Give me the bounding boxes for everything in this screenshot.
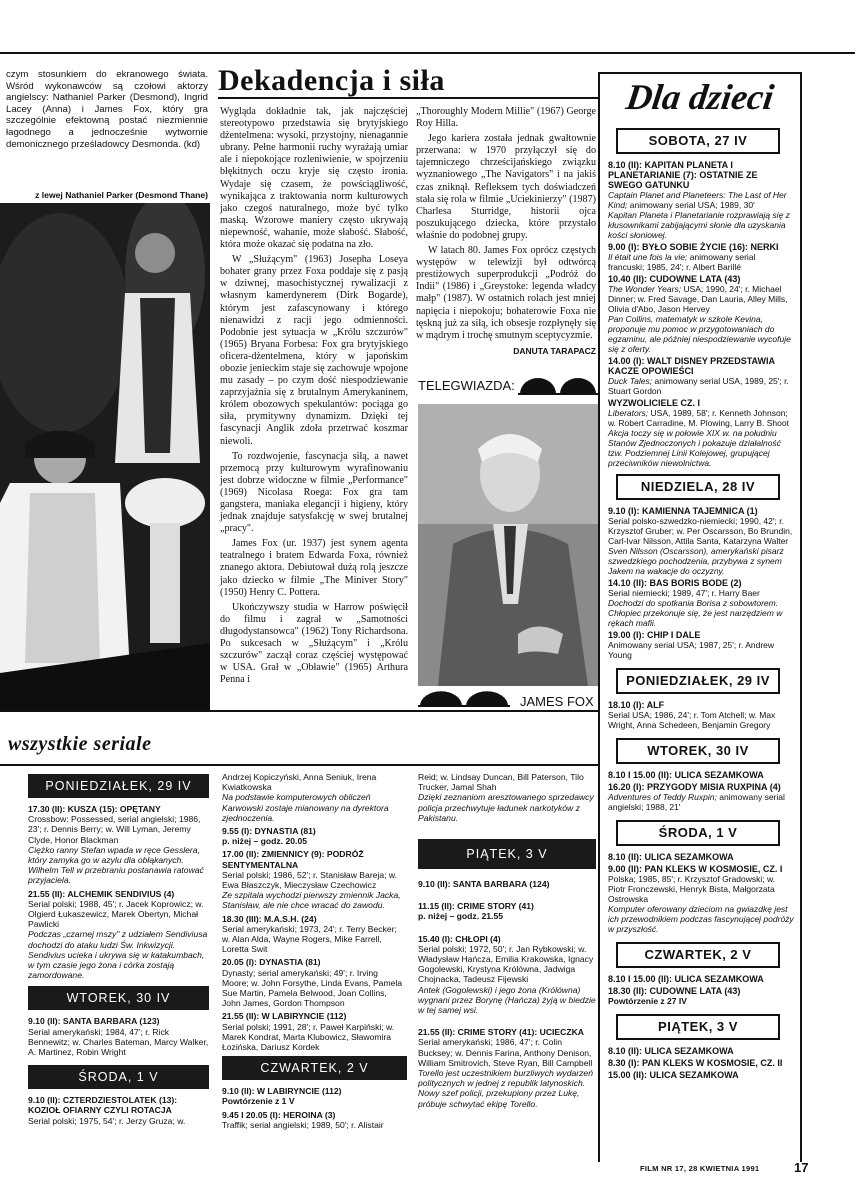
photo-caption: z lewej Nathaniel Parker (Desmond Thane)	[35, 190, 208, 200]
article-author: DANUTA TARAPACZ	[513, 345, 596, 356]
listing-entry	[28, 889, 209, 981]
listing-details: Serial amerykański; 1984, 47'; r. Rick Bennewitz; w. Charles Bateman, Marcy Walker, A. Martinez, Robin Wright	[28, 1026, 209, 1058]
listing-description: Kapitan Planeta i Planetarianie rozprawiają się z kłusownikami zabijającymi słonie dla uzyskania kości słoniowej.	[608, 210, 790, 240]
listing-description: Ze szpitala wychodzi pierwszy zmiennik Jacka, Stanisław, ale nie chce wracać do zawodu.	[222, 890, 401, 911]
photo-nathaniel-parker	[0, 203, 210, 710]
intro-text	[6, 69, 208, 150]
photo-james-fox	[418, 404, 598, 686]
listing-entry	[222, 957, 407, 1008]
day-header-tuesday: WTOREK, 30 IV	[28, 986, 209, 1010]
listing-entry	[28, 804, 209, 886]
listing-details: Polska; 1985, 85'; r. Krzysztof Gradowski; w. Piotr Fronczewski, Henryk Bista, Małgorzata Ostrowska	[608, 874, 775, 904]
listing-entry	[608, 160, 794, 240]
listing-title: 21.55 (II): CRIME STORY (41): UCIECZKA	[418, 1027, 585, 1038]
listing-title: 8.10 I 15.00 (II): ULICA SEZAMKOWA	[608, 974, 764, 984]
listing-title: 21.55 (II): ALCHEMIK SENDIVIUS (4)	[28, 888, 175, 899]
listing-details: Serial polski; 1991, 28'; r. Paweł Karpiński; w. Marek Kondrat, Marta Klubowicz, Sławomira Łozińska, Dariusz Kordek	[222, 1021, 395, 1053]
listing-details: Serial polski; 1975, 54'; r. Jerzy Gruza; w.	[28, 1115, 186, 1126]
listing-description: Ciężko ranny Stefan wpada w ręce Gesslera, który zamyka go w azylu dla obłąkanych. Wilhelm Tell w przebraniu postanawia ratować przyjaciela.	[28, 844, 204, 886]
dzieci-left-border	[598, 72, 600, 1162]
listing-details: Animowany serial USA; 1987, 25'; r. Andrew Young	[608, 640, 775, 660]
listing-note: p. niżej – godz. 21.55	[418, 911, 504, 922]
page-number: 17	[794, 1160, 809, 1175]
listing-title: 8.10 (II): ULICA SEZAMKOWA	[608, 1046, 734, 1056]
telegwiazda-logo-icon	[518, 376, 598, 396]
listing-details: animowany serial francuski; 1985, 24'; r. Albert Barillé	[608, 252, 756, 272]
seriale-title: wszystkie seriale	[8, 733, 152, 755]
listing-title: 11.15 (II): CRIME STORY (41)	[418, 901, 534, 912]
listing-entry	[418, 1027, 596, 1109]
day-header-monday: PONIEDZIAŁEK, 29 IV	[28, 774, 209, 798]
listing-details: Serial niemiecki; 1989, 47'; r. Harry Baer	[608, 588, 760, 598]
seriale-column-1	[28, 770, 209, 1129]
listing-title: 9.10 (II): CZTERDZIESTOLATEK (13): KOZIOŁ OFIARNY CZYLI ROTACJA	[28, 1095, 178, 1116]
listing-note: Powtórzenie z 27 IV	[608, 996, 687, 1006]
listing-original-title: Duck Tales;	[608, 376, 653, 386]
listing-entry	[608, 356, 794, 396]
seriale-rule	[0, 764, 598, 766]
listing-entry	[222, 849, 407, 910]
listing-details: Crossbow: Possessed, serial angielski; 1986, 23'; r. Dennis Berry; w. Will Lyman, Jeremy Clyde, Honor Blackman	[28, 814, 201, 845]
article-title: Dekadencja i siła	[218, 64, 445, 97]
listing-details: Traffik; serial angielski; 1989, 50'; r. Alistair	[222, 1119, 384, 1130]
article-paragraph: W „Służącym" (1963) Josepha Loseya bohater grany przez Foxa poddaje się z pasją w dziwnej, masochistycznej rywalizacji z własnym kamerdynerem (Dirk Bogarde), którym jest zafascynowany i którego nienawidzi z racji jego odmienności. Podobnie jest sytuacja w „Królu szczurów" (1965) Bryana Forbesa: Fox gra brytyjskiego oficera-dżentelmena, który w japońskim obozie jenieckim staje się zachowuje wpojone mu zasady – po czym dość niespodziewanie zaprzyjaźnia się z brutalnym Amerykaninem, królem obozowych spekulantów: pociąga go siła, prymitywny dynamizm. Dzięki tej fascynacji Anglik zdoła przetrwać koszmar niewoli.	[220, 254, 408, 447]
telegwiazda-caption: JAMES FOX	[520, 694, 594, 709]
listing-entry	[608, 770, 794, 780]
listing-entry	[608, 1046, 794, 1056]
listing-entry	[608, 506, 794, 576]
intro-paragraph: czym stosunkiem do ekranowego świata. Wśród wykonawców są czołowi aktorzy angielscy: Nathaniel Parker (Desmond), Ingrid Lacey (Anna) i James Fox, który gra szczególnie efektowną postać niezmiennie łagodnego a jednocześnie wytwornie demonicznego prześladowcy Desmonda. (kd)	[6, 69, 208, 150]
listing-entry	[608, 782, 794, 812]
day-header-thursday-kids: CZWARTEK, 2 V	[616, 942, 780, 968]
listing-details: Serial polski; 1986, 52'; r. Stanisław Bareja; w. Ewa Błaszczyk, Mieczysław Czechowicz	[222, 869, 398, 891]
listing-entry	[608, 398, 794, 468]
listing-entry	[608, 986, 794, 1006]
listing-description: Akcja toczy się w połowie XIX w. na południu Stanów Zjednoczonych i pokazuje działalność tzw. Podziemnej Linii Kolejowej, grupującej przeciwników niewolnictwa.	[608, 428, 781, 468]
article-column-2	[416, 106, 596, 357]
listing-entry	[222, 1086, 407, 1106]
listing-title: 15.40 (I): CHŁOPI (4)	[418, 933, 501, 944]
listing-entry	[608, 864, 794, 934]
title-rule	[218, 97, 598, 99]
listing-description: Sven Nilsson (Oscarsson), amerykański pisarz szwedzkiego pochodzenia, przybywa z synem Jakem na wakacje do oczyzny.	[608, 546, 784, 576]
listing-title: 14.10 (II): BAS BORIS BODE (2)	[608, 578, 742, 588]
listing-title: 8.30 (I): PAN KLEKS W KOSMOSIE, CZ. II	[608, 1058, 783, 1068]
day-header-monday-kids: PONIEDZIAŁEK, 29 IV	[616, 668, 780, 694]
listing-entry	[28, 1095, 209, 1126]
listing-details: animowany serial USA; 1989, 30'	[629, 200, 755, 210]
article-paragraph: Wygląda dokładnie tak, jak najczęściej stereotypowo przedstawia się brytyjskiego dżentelmena: wysoki, przystojny, nienagannie ubrany. Pełne harmonii ruchy wyrażają umiar ale i niepokojące rozleniwienie, w spojrzeniu błękitnych oczu kryje się często ironia. Wydaje się czasem, że powściągliwość, wynikająca z traktowania norm kulturowych jako czegoś naturalnego, może być tylko maską. Wzorowe maniery często ukrywają niepewność, wahanie, może słabość. Słabość, która może okazać się podatna na zło.	[220, 106, 408, 251]
dzieci-top-border	[598, 72, 802, 74]
listing-entry	[28, 1016, 209, 1057]
listing-entry	[222, 772, 407, 823]
listing-description: Dochodzi do spotkania Borisa z sobowtorem. Chłopiec przekonuje się, że jest narzędziem w rękach mafii.	[608, 598, 783, 628]
article-paragraph: Jego kariera została jednak gwałtownie przerwana: w 1970 przyłączył się do tajemniczego chrześcijańskiego związku wyznaniowego „The Navigators" i na jakiś czas zniknął. Refleksem tych doświadczeń stała się rola w filmie „Uciekinierzy" (1987) Charlesa Sturridge, historii ojca poszukującego dziecka, które przystało właśnie do podobnej grupy.	[416, 133, 596, 241]
listing-title: 17.00 (II): ZMIENNICY (9): PODRÓŻ SENTYMENTALNA	[222, 849, 364, 870]
dzieci-column	[608, 128, 794, 1082]
listing-entry	[608, 700, 794, 730]
listing-details: Reid; w. Lindsay Duncan, Bill Paterson, Tilo Trucker, Jamal Shah	[418, 772, 584, 793]
listing-title: 8.10 (II): ULICA SEZAMKOWA	[608, 852, 734, 862]
listing-title: 18.30 (II): CUDOWNE LATA (43)	[608, 986, 741, 996]
listing-entry	[222, 1011, 407, 1052]
listing-title: 9.45 I 20.05 (I): HEROINA (3)	[222, 1109, 336, 1120]
day-header-friday-kids: PIĄTEK, 3 V	[616, 1014, 780, 1040]
listing-details: Dynasty; serial amerykański; 49'; r. Irving Moore; w. John Forsythe, Linda Evans, Pamela Sue Martin, Pamela Belwood, Joan Collins, John James, Gordon Thompson	[222, 967, 403, 1009]
listing-note: p. niżej – godz. 20.05	[222, 836, 308, 847]
listing-title: 10.40 (II): CUDOWNE LATA (43)	[608, 274, 741, 284]
listing-title: 19.00 (I): CHIP I DALE	[608, 630, 701, 640]
day-header-thursday: CZWARTEK, 2 V	[222, 1056, 407, 1080]
listing-entry	[222, 914, 407, 955]
listing-title: 18.30 (III): M.A.S.H. (24)	[222, 913, 317, 924]
listing-entry	[608, 1058, 794, 1068]
listing-description: Komputer oferowany dzieciom na gwiazdkę jest ich przewodnikiem podczas fascynującej podróży w przyszłość.	[608, 904, 794, 934]
listing-note: Powtórzenie z 1 V	[222, 1096, 295, 1107]
listing-entry	[608, 242, 794, 272]
listing-title: 20.05 (I): DYNASTIA (81)	[222, 957, 321, 968]
listing-details: Serial polsko-szwedzko-niemiecki; 1990, 42'; r. Krzysztof Gruber; w. Per Oscarsson, Bo Brundin, Carl-Ivar Nilsson, Attila Santa, Katarzyna Walter	[608, 516, 793, 546]
listing-details: Serial polski; 1988, 45'; r. Jacek Koprowicz; w. Olgierd Łukaszewicz, Marek Obertyn, Michał Pawlicki	[28, 898, 204, 930]
listing-original-title: Liberators;	[608, 408, 649, 418]
listing-entry	[608, 1070, 794, 1080]
listing-original-title: Il était une fois la vie;	[608, 252, 688, 262]
listing-title: 21.55 (II): W LABIRYNCIE (112)	[222, 1011, 347, 1022]
listing-title: 9.00 (I): BYŁO SOBIE ŻYCIE (16): NERKI	[608, 242, 779, 252]
listing-original-title: Adventures of Teddy Ruxpin;	[608, 792, 717, 802]
listing-details: Serial polski; 1972, 50'; r. Jan Rybkowski; w. Władysław Hańcza, Emilia Krakowska, Ignacy Gogolewski, Krystyna Królówna, Jadwiga Chojnacka, Tadeusz Fijewski	[418, 943, 594, 985]
listing-title: 17.30 (II): KUSZA (15): OPĘTANY	[28, 804, 161, 814]
article-column-1	[220, 106, 408, 689]
day-header-friday: PIĄTEK, 3 V	[418, 839, 596, 869]
listing-details: USA; 1990, 24'; r. Michael Dinner; w. Fred Savage, Dan Lauria, Alley Mills, Olivia d'Abo, Jason Hervey	[608, 284, 788, 314]
listing-description: Pan Collins, matematyk w szkole Kevina, proponuje mu pomoc w przygotowaniach do egzaminu, ale później niespodziewanie wycofuje się z oferty.	[608, 314, 791, 354]
article-paragraph: „Thoroughly Modern Millie" (1967) George Roy Hilla.	[416, 106, 596, 130]
listing-title: WYZWOLICIELE CZ. I	[608, 398, 700, 408]
listing-title: 8.10 I 15.00 (II): ULICA SEZAMKOWA	[608, 770, 764, 780]
dzieci-right-border	[800, 72, 802, 1162]
day-header-tuesday-kids: WTOREK, 30 IV	[616, 738, 780, 764]
listing-details: Serial amerykański; 1973, 24'; r. Terry Becker; w. Alan Alda, Wayne Rogers, Mike Farrell, Loretta Swit	[222, 923, 397, 955]
seriale-column-2	[222, 772, 407, 1133]
listing-description: Antek (Gogolewski) i jego żona (Królówna) wygnani przez Borynę (Hańcza) żyją w biedzie w tej samej wsi.	[418, 984, 596, 1016]
listing-title: 14.00 (I): WALT DISNEY PRZEDSTAWIA KACZE OPOWIEŚCI	[608, 356, 775, 376]
listing-details: animowany serial angielski; 1988, 21'	[608, 792, 785, 812]
listing-title: 9.10 (I): KAMIENNA TAJEMNICA (1)	[608, 506, 758, 516]
telegwiazda-label: TELEGWIAZDA:	[418, 378, 515, 393]
article-paragraph: James Fox (ur. 1937) jest synem agenta teatralnego i bratem Edwarda Foxa, również znanego aktora. Debiutował dużą rolą jeszcze jako dziecko w filmie „The Miniver Story" (1950) Henry C. Pottera.	[220, 538, 408, 598]
listing-entry	[608, 852, 794, 862]
listing-description: Na podstawie komputerowych obliczeń Karwowski zostaje mianowany na dyrektora zjednoczenia.	[222, 792, 389, 823]
listing-entry	[418, 901, 596, 921]
footer-issue: FILM NR 17, 28 KWIETNIA 1991	[640, 1164, 760, 1173]
dzieci-title: Dla dzieci	[623, 77, 777, 117]
listing-title: 9.55 (I): DYNASTIA (81)	[222, 826, 316, 837]
listing-title: 9.10 (II): W LABIRYNCIE (112)	[222, 1086, 342, 1097]
listing-entry	[418, 879, 596, 889]
listing-title: 15.00 (II): ULICA SEZAMKOWA	[608, 1070, 739, 1080]
listing-title: 16.20 (I): PRZYGODY MISIA RUXPINA (4)	[608, 782, 781, 792]
listing-entry	[418, 772, 596, 823]
listing-title: 9.10 (II): SANTA BARBARA (123)	[28, 1016, 160, 1027]
listing-details: Serial USA; 1986, 24'; r. Tom Atchell; w. Max Wright, Anna Schedeen, Benjamin Gregory	[608, 710, 776, 730]
listing-details: Serial amerykański; 1986, 47'; r. Colin Bucksey; w. Dennis Farina, Anthony Denison, William Smitrovich, Steve Ryan, Bill Campbell	[418, 1037, 593, 1068]
seriale-column-3	[418, 772, 596, 1112]
listing-entry	[222, 1110, 407, 1130]
listing-title: 18.10 (I): ALF	[608, 700, 665, 710]
day-header-saturday: SOBOTA, 27 IV	[616, 128, 780, 154]
article-paragraph: To rozdwojenie, fascynacja siłą, a nawet przemocą przy kulturowym wyrafinowaniu jest dobrze widoczne w filmie „Performance" (1969) Nicolasa Roega: Fox gra tam gangstera, maniaka elegancji i higieny, który jednak znajduje satysfakcję w swej brutalnej „pracy".	[220, 450, 408, 535]
listing-original-title: Captain Planet and Planeteers: The Last of Her Kind;	[608, 190, 787, 210]
listing-details: Andrzej Kopiczyński, Anna Seniuk, Irena Kwiatkowska	[222, 772, 377, 793]
listing-title: 9.10 (II): SANTA BARBARA (124)	[418, 879, 550, 890]
section-rule	[0, 710, 598, 712]
telegwiazda-logo-bottom-icon	[418, 690, 510, 708]
listing-description: Dzięki zeznaniom aresztowanego sprzedawcy policja przechwytuje ładunek narkotyków z Pakistanu.	[418, 792, 594, 823]
listing-entry	[222, 826, 407, 846]
listing-entry	[608, 578, 794, 628]
article-paragraph: W latach 80. James Fox oprócz częstych występów w telewizji był odtwórcą prestiżowych superprodukcji „Podróż do Indii" (1986) i „Greystoke: legenda władcy małp" (1987). W ostatnich rolach jest mniej napięcia i niepokoju; bohaterowie Foxa nie tęskną już za siłą, ich obsesje rozpłynęły się w mądrym i trochę smutnym sceptycyzmie.	[416, 245, 596, 341]
listing-details: animowany serial USA, 1989, 25'; r. Stuart Gordon	[608, 376, 789, 396]
listing-title: 9.00 (II): PAN KLEKS W KOSMOSIE, CZ. I	[608, 864, 783, 874]
listing-entry	[418, 934, 596, 1016]
listing-details: USA, 1989, 58'; r. Kenneth Johnson; w. Robert Carradine, M. Plowing, Larry B. Shoot	[608, 408, 789, 428]
listing-description: Torello jest uczestnikiem burzliwych wydarzeń politycznych w jednej z republik latynoskich. Nowy szef policji, przekupiony przez Lukę, próbuje schwytać ekipę Torello.	[418, 1068, 593, 1109]
top-rule	[0, 52, 855, 54]
day-header-sunday: NIEDZIELA, 28 IV	[616, 474, 780, 500]
listing-description: Podczas „czarnej mszy" z udziałem Sendiviusa dochodzi do ataku ludzi Św. Inkwizycji. Sendivius ucieka i ukrywa się w katakumbach, w tym czasie jego żona i córka zostają zamordowane.	[28, 929, 208, 981]
listing-entry	[608, 274, 794, 354]
listing-title: 8.10 (II): KAPITAN PLANETA I PLANETARIANIE (7): OSTATNIE ZE SWEGO GATUNKU	[608, 160, 758, 190]
listing-entry	[608, 974, 794, 984]
listing-original-title: The Wonder Years;	[608, 284, 682, 294]
day-header-wednesday-kids: ŚRODA, 1 V	[616, 820, 780, 846]
article-paragraph: Ukończywszy studia w Harrow poświęcił do filmu i zagrał w „Samotności długodystansowca" (1962) Tony Richardsona. Po sukcesach w „Służącym" i „Królu szczurów" zaczął coraz częściej występować w USA. Grał w „Obławie" (1965) Arthura Penna i	[220, 601, 408, 686]
listing-entry	[608, 630, 794, 660]
day-header-wednesday: ŚRODA, 1 V	[28, 1065, 209, 1089]
